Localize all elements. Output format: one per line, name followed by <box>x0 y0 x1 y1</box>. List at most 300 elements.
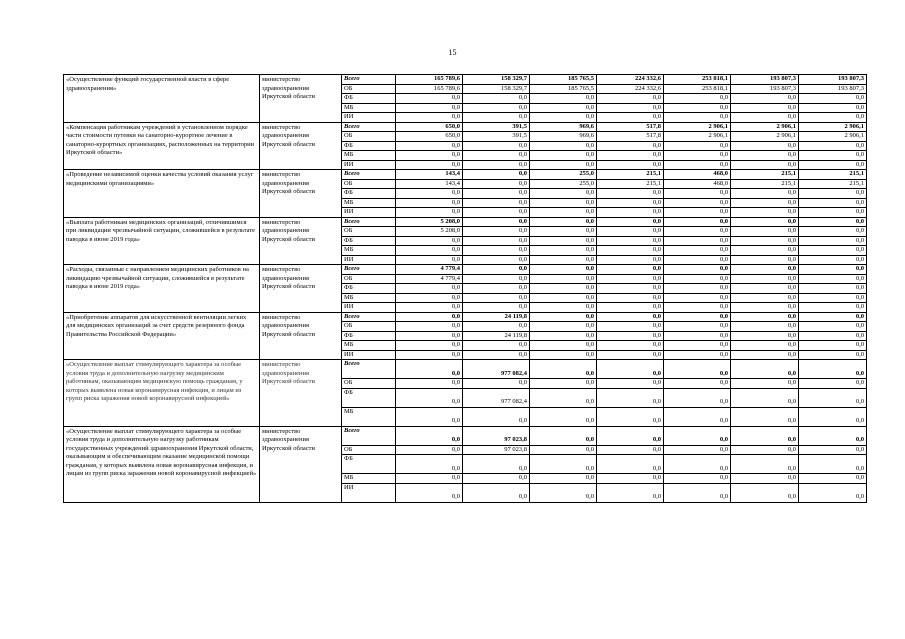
amount-cell: 215,1 <box>597 179 664 189</box>
amount-cell: 0,0 <box>530 284 597 294</box>
amount-cell: 0,0 <box>597 303 664 313</box>
amount-cell: 0,0 <box>731 103 799 113</box>
executor-cell: министерство здравоохранения Иркутской области <box>260 426 342 502</box>
amount-cell: 2 906,1 <box>731 132 799 142</box>
amount-cell: 0,0 <box>597 255 664 265</box>
funding-source-cell: ОБ <box>342 274 396 284</box>
amount-cell: 0,0 <box>731 341 799 351</box>
amount-cell: 0,0 <box>731 455 799 474</box>
amount-cell: 0,0 <box>731 360 799 379</box>
amount-cell: 0,0 <box>664 483 731 502</box>
amount-cell: 0,0 <box>664 274 731 284</box>
amount-cell: 0,0 <box>530 141 597 151</box>
amount-cell: 0,0 <box>799 303 867 313</box>
amount-cell: 0,0 <box>731 293 799 303</box>
amount-cell: 0,0 <box>597 284 664 294</box>
amount-cell: 0,0 <box>799 94 867 104</box>
amount-cell: 0,0 <box>664 445 731 455</box>
amount-cell: 391,5 <box>463 122 530 132</box>
amount-cell: 0,0 <box>664 113 731 123</box>
amount-cell: 0,0 <box>597 426 664 445</box>
amount-cell: 0,0 <box>731 379 799 389</box>
amount-cell: 0,0 <box>530 189 597 199</box>
amount-cell: 969,6 <box>530 132 597 142</box>
amount-cell: 0,0 <box>530 483 597 502</box>
amount-cell: 0,0 <box>799 455 867 474</box>
funding-source-cell: МБ <box>342 341 396 351</box>
amount-cell: 0,0 <box>664 341 731 351</box>
table-row <box>64 426 867 445</box>
amount-cell: 5 208,0 <box>396 217 463 227</box>
page-number: 15 <box>448 48 457 57</box>
amount-cell: 193 807,3 <box>799 84 867 94</box>
amount-cell: 2 906,1 <box>731 122 799 132</box>
amount-cell: 0,0 <box>799 426 867 445</box>
funding-source-cell: ФБ <box>342 94 396 104</box>
amount-cell: 0,0 <box>731 331 799 341</box>
amount-cell: 0,0 <box>463 217 530 227</box>
amount-cell: 0,0 <box>463 379 530 389</box>
amount-cell: 0,0 <box>396 236 463 246</box>
amount-cell: 0,0 <box>597 94 664 104</box>
amount-cell: 0,0 <box>530 113 597 123</box>
amount-cell: 0,0 <box>597 236 664 246</box>
measure-description: «Проведение независимой оценки качества условий оказания услуг медицинскими организациями» <box>64 170 260 218</box>
amount-cell: 0,0 <box>664 246 731 256</box>
amount-cell: 0,0 <box>597 407 664 426</box>
amount-cell: 0,0 <box>597 227 664 237</box>
table-row <box>64 360 867 379</box>
amount-cell: 0,0 <box>396 426 463 445</box>
amount-cell: 255,0 <box>530 170 597 180</box>
amount-cell: 0,0 <box>396 151 463 161</box>
amount-cell: 0,0 <box>799 284 867 294</box>
amount-cell: 2 906,1 <box>799 122 867 132</box>
amount-cell: 0,0 <box>731 426 799 445</box>
amount-cell: 0,0 <box>463 341 530 351</box>
amount-cell: 0,0 <box>731 113 799 123</box>
amount-cell: 0,0 <box>463 179 530 189</box>
table-row <box>64 75 867 85</box>
amount-cell: 0,0 <box>597 474 664 484</box>
table-row <box>64 170 867 180</box>
amount-cell: 0,0 <box>597 208 664 218</box>
amount-cell: 224 332,6 <box>597 84 664 94</box>
amount-cell: 0,0 <box>731 151 799 161</box>
amount-cell: 0,0 <box>396 113 463 123</box>
funding-source-cell: ИИ <box>342 483 396 502</box>
amount-cell: 0,0 <box>799 474 867 484</box>
amount-cell: 0,0 <box>463 141 530 151</box>
amount-cell: 0,0 <box>463 151 530 161</box>
amount-cell: 143,4 <box>396 179 463 189</box>
amount-cell: 969,6 <box>530 122 597 132</box>
amount-cell: 0,0 <box>731 407 799 426</box>
amount-cell: 0,0 <box>463 455 530 474</box>
amount-cell: 0,0 <box>731 474 799 484</box>
amount-cell: 0,0 <box>664 331 731 341</box>
executor-cell: министерство здравоохранения Иркутской области <box>260 122 342 170</box>
amount-cell: 0,0 <box>664 227 731 237</box>
amount-cell: 0,0 <box>396 198 463 208</box>
funding-source-cell: Всего <box>342 217 396 227</box>
amount-cell: 0,0 <box>664 312 731 322</box>
amount-cell: 0,0 <box>530 94 597 104</box>
amount-cell: 0,0 <box>799 255 867 265</box>
funding-source-cell: ФБ <box>342 284 396 294</box>
measure-description: «Осуществление функций государственной власти в сфере здравоохранения» <box>64 75 260 123</box>
measure-description: «Расходы, связанные с направлением медицинских работников на ликвидацию чрезвычайной ситуации, сложившейся в результате паводка в июне 2019 года» <box>64 265 260 313</box>
amount-cell: 0,0 <box>597 455 664 474</box>
funding-source-cell: МБ <box>342 293 396 303</box>
amount-cell: 0,0 <box>396 483 463 502</box>
funding-source-cell: ИИ <box>342 303 396 313</box>
amount-cell: 0,0 <box>731 483 799 502</box>
amount-cell: 0,0 <box>799 227 867 237</box>
amount-cell: 0,0 <box>731 160 799 170</box>
amount-cell: 650,0 <box>396 132 463 142</box>
amount-cell: 468,0 <box>664 170 731 180</box>
amount-cell: 193 807,3 <box>731 84 799 94</box>
amount-cell: 0,0 <box>463 483 530 502</box>
amount-cell: 0,0 <box>463 236 530 246</box>
amount-cell: 0,0 <box>731 94 799 104</box>
amount-cell: 0,0 <box>396 455 463 474</box>
amount-cell: 0,0 <box>731 236 799 246</box>
amount-cell: 0,0 <box>530 236 597 246</box>
amount-cell: 0,0 <box>799 407 867 426</box>
funding-source-cell: ОБ <box>342 179 396 189</box>
amount-cell: 4 779,4 <box>396 274 463 284</box>
amount-cell: 0,0 <box>664 303 731 313</box>
amount-cell: 215,1 <box>597 170 664 180</box>
executor-cell: министерство здравоохранения Иркутской области <box>260 217 342 265</box>
amount-cell: 0,0 <box>597 141 664 151</box>
amount-cell: 0,0 <box>530 379 597 389</box>
executor-cell: министерство здравоохранения Иркутской области <box>260 360 342 427</box>
funding-source-cell: Всего <box>342 75 396 85</box>
amount-cell: 0,0 <box>530 474 597 484</box>
amount-cell: 0,0 <box>530 208 597 218</box>
amount-cell: 0,0 <box>664 474 731 484</box>
amount-cell: 158 329,7 <box>463 75 530 85</box>
amount-cell: 0,0 <box>530 303 597 313</box>
amount-cell: 0,0 <box>530 312 597 322</box>
amount-cell: 97 023,8 <box>463 426 530 445</box>
amount-cell: 0,0 <box>597 293 664 303</box>
funding-source-cell: Всего <box>342 170 396 180</box>
table-row <box>64 122 867 132</box>
funding-source-cell: Всего <box>342 265 396 275</box>
amount-cell: 468,0 <box>664 179 731 189</box>
amount-cell: 0,0 <box>530 445 597 455</box>
amount-cell: 0,0 <box>597 350 664 360</box>
amount-cell: 0,0 <box>530 350 597 360</box>
amount-cell: 0,0 <box>664 255 731 265</box>
measure-description: «Выплата работникам медицинских организаций, отличившимся при ликвидации чрезвычайной ситуации, сложившейся в результате паводка в июне 2019 года» <box>64 217 260 265</box>
amount-cell: 0,0 <box>799 217 867 227</box>
funding-source-cell: ФБ <box>342 141 396 151</box>
executor-cell: министерство здравоохранения Иркутской области <box>260 265 342 313</box>
amount-cell: 0,0 <box>530 217 597 227</box>
amount-cell: 0,0 <box>463 274 530 284</box>
amount-cell: 0,0 <box>597 160 664 170</box>
funding-source-cell: ОБ <box>342 227 396 237</box>
amount-cell: 0,0 <box>463 284 530 294</box>
amount-cell: 0,0 <box>731 274 799 284</box>
amount-cell: 0,0 <box>664 407 731 426</box>
amount-cell: 0,0 <box>463 170 530 180</box>
amount-cell: 0,0 <box>597 483 664 502</box>
amount-cell: 517,8 <box>597 122 664 132</box>
amount-cell: 0,0 <box>463 350 530 360</box>
amount-cell: 0,0 <box>396 341 463 351</box>
funding-source-cell: ОБ <box>342 379 396 389</box>
amount-cell: 24 119,8 <box>463 312 530 322</box>
amount-cell: 0,0 <box>731 198 799 208</box>
funding-source-cell: ИИ <box>342 208 396 218</box>
amount-cell: 255,0 <box>530 179 597 189</box>
funding-source-cell: ИИ <box>342 113 396 123</box>
funding-source-cell: МБ <box>342 474 396 484</box>
amount-cell: 0,0 <box>731 189 799 199</box>
amount-cell: 0,0 <box>799 141 867 151</box>
funding-source-cell: ИИ <box>342 160 396 170</box>
amount-cell: 0,0 <box>664 284 731 294</box>
measure-description: «Осуществление выплат стимулирующего характера за особые условия труда и дополнительную нагрузку работникам государственных учреждений здравоохранения Иркутской области, оказывающим и обеспечивающим оказание медицинской помощи гражданам, у которых выявлена новая коронавирусная инфекция, и лицам из групп риска заражения новой коронавирусной инфекцией» <box>64 426 260 502</box>
amount-cell: 0,0 <box>731 303 799 313</box>
funding-source-cell: ФБ <box>342 331 396 341</box>
amount-cell: 0,0 <box>396 379 463 389</box>
amount-cell: 0,0 <box>597 151 664 161</box>
amount-cell: 0,0 <box>664 360 731 379</box>
funding-source-cell: ФБ <box>342 236 396 246</box>
amount-cell: 0,0 <box>597 341 664 351</box>
executor-cell: министерство здравоохранения Иркутской области <box>260 170 342 218</box>
amount-cell: 0,0 <box>463 322 530 332</box>
funding-source-cell: Всего <box>342 426 396 445</box>
funding-source-cell: Всего <box>342 360 396 379</box>
amount-cell: 0,0 <box>396 388 463 407</box>
funding-source-cell: ОБ <box>342 132 396 142</box>
amount-cell: 0,0 <box>530 426 597 445</box>
amount-cell: 0,0 <box>799 322 867 332</box>
amount-cell: 0,0 <box>664 141 731 151</box>
amount-cell: 185 765,5 <box>530 75 597 85</box>
funding-source-cell: ОБ <box>342 84 396 94</box>
amount-cell: 0,0 <box>530 322 597 332</box>
amount-cell: 0,0 <box>799 236 867 246</box>
amount-cell: 0,0 <box>799 246 867 256</box>
amount-cell: 0,0 <box>396 160 463 170</box>
amount-cell: 2 906,1 <box>799 132 867 142</box>
amount-cell: 0,0 <box>731 141 799 151</box>
amount-cell: 0,0 <box>597 331 664 341</box>
amount-cell: 0,0 <box>530 227 597 237</box>
amount-cell: 0,0 <box>799 360 867 379</box>
amount-cell: 0,0 <box>530 360 597 379</box>
executor-cell: министерство здравоохранения Иркутской области <box>260 75 342 123</box>
measure-description: «Компенсация работникам учреждений в установленном порядке части стоимости путевки на санаторно-курортное лечение в санаторно-курортных организациях, расположенных на территории Иркутской области» <box>64 122 260 170</box>
amount-cell: 0,0 <box>664 189 731 199</box>
amount-cell: 0,0 <box>799 341 867 351</box>
amount-cell: 0,0 <box>597 265 664 275</box>
amount-cell: 0,0 <box>731 265 799 275</box>
amount-cell: 0,0 <box>597 445 664 455</box>
amount-cell: 0,0 <box>799 379 867 389</box>
amount-cell: 0,0 <box>664 265 731 275</box>
amount-cell: 253 818,1 <box>664 75 731 85</box>
amount-cell: 0,0 <box>530 293 597 303</box>
funding-source-cell: ИИ <box>342 255 396 265</box>
amount-cell: 0,0 <box>731 350 799 360</box>
amount-cell: 0,0 <box>799 445 867 455</box>
funding-source-cell: ФБ <box>342 388 396 407</box>
funding-source-cell: МБ <box>342 151 396 161</box>
amount-cell: 0,0 <box>463 407 530 426</box>
amount-cell: 0,0 <box>664 160 731 170</box>
amount-cell: 0,0 <box>530 331 597 341</box>
amount-cell: 0,0 <box>396 322 463 332</box>
amount-cell: 0,0 <box>530 198 597 208</box>
amount-cell: 0,0 <box>597 189 664 199</box>
amount-cell: 0,0 <box>396 445 463 455</box>
amount-cell: 0,0 <box>597 312 664 322</box>
measure-description: «Осуществление выплат стимулирующего характера за особые условия труда и дополнительную нагрузку медицинским работникам, оказывающим медицинскую помощь гражданам, у которых выявлена новая коронавирусная инфекция, и лицам из групп риска заражения новой коронавирусной инфекцией» <box>64 360 260 427</box>
amount-cell: 650,0 <box>396 122 463 132</box>
funding-source-cell: ИИ <box>342 350 396 360</box>
amount-cell: 0,0 <box>597 246 664 256</box>
amount-cell: 391,5 <box>463 132 530 142</box>
amount-cell: 165 789,6 <box>396 75 463 85</box>
amount-cell: 0,0 <box>731 208 799 218</box>
amount-cell: 0,0 <box>396 303 463 313</box>
amount-cell: 0,0 <box>597 198 664 208</box>
amount-cell: 0,0 <box>463 198 530 208</box>
amount-cell: 0,0 <box>463 113 530 123</box>
amount-cell: 517,8 <box>597 132 664 142</box>
amount-cell: 0,0 <box>664 236 731 246</box>
amount-cell: 0,0 <box>463 208 530 218</box>
amount-cell: 4 779,4 <box>396 265 463 275</box>
amount-cell: 0,0 <box>597 217 664 227</box>
funding-source-cell: МБ <box>342 103 396 113</box>
amount-cell: 0,0 <box>664 217 731 227</box>
amount-cell: 0,0 <box>799 198 867 208</box>
amount-cell: 0,0 <box>463 265 530 275</box>
amount-cell: 0,0 <box>731 322 799 332</box>
amount-cell: 0,0 <box>597 103 664 113</box>
amount-cell: 0,0 <box>530 407 597 426</box>
amount-cell: 0,0 <box>530 160 597 170</box>
amount-cell: 0,0 <box>799 265 867 275</box>
amount-cell: 193 807,3 <box>799 75 867 85</box>
amount-cell: 0,0 <box>463 474 530 484</box>
funding-source-cell: Всего <box>342 122 396 132</box>
amount-cell: 0,0 <box>597 379 664 389</box>
amount-cell: 0,0 <box>664 455 731 474</box>
amount-cell: 2 906,1 <box>664 132 731 142</box>
amount-cell: 0,0 <box>463 189 530 199</box>
amount-cell: 24 119,8 <box>463 331 530 341</box>
funding-source-cell: Всего <box>342 312 396 322</box>
amount-cell: 0,0 <box>463 303 530 313</box>
amount-cell: 0,0 <box>664 388 731 407</box>
amount-cell: 143,4 <box>396 170 463 180</box>
amount-cell: 0,0 <box>396 312 463 322</box>
amount-cell: 185 765,5 <box>530 84 597 94</box>
amount-cell: 0,0 <box>597 322 664 332</box>
amount-cell: 0,0 <box>530 388 597 407</box>
amount-cell: 0,0 <box>396 360 463 379</box>
funding-source-cell: ФБ <box>342 189 396 199</box>
amount-cell: 0,0 <box>664 103 731 113</box>
amount-cell: 215,1 <box>799 170 867 180</box>
amount-cell: 0,0 <box>396 407 463 426</box>
amount-cell: 0,0 <box>463 160 530 170</box>
amount-cell: 0,0 <box>463 255 530 265</box>
amount-cell: 253 818,1 <box>664 84 731 94</box>
amount-cell: 215,1 <box>731 179 799 189</box>
amount-cell: 2 906,1 <box>664 122 731 132</box>
amount-cell: 0,0 <box>799 312 867 322</box>
amount-cell: 977 082,4 <box>463 360 530 379</box>
amount-cell: 0,0 <box>530 265 597 275</box>
funding-source-cell: МБ <box>342 246 396 256</box>
amount-cell: 0,0 <box>731 227 799 237</box>
amount-cell: 0,0 <box>799 189 867 199</box>
amount-cell: 193 807,3 <box>731 75 799 85</box>
amount-cell: 0,0 <box>530 341 597 351</box>
amount-cell: 0,0 <box>799 113 867 123</box>
amount-cell: 0,0 <box>530 103 597 113</box>
amount-cell: 0,0 <box>731 312 799 322</box>
amount-cell: 0,0 <box>731 217 799 227</box>
funding-source-cell: ОБ <box>342 322 396 332</box>
funding-source-cell: ОБ <box>342 445 396 455</box>
amount-cell: 0,0 <box>396 94 463 104</box>
amount-cell: 0,0 <box>731 246 799 256</box>
amount-cell: 215,1 <box>731 170 799 180</box>
amount-cell: 5 208,0 <box>396 227 463 237</box>
amount-cell: 0,0 <box>597 113 664 123</box>
amount-cell: 0,0 <box>799 151 867 161</box>
amount-cell: 0,0 <box>463 227 530 237</box>
amount-cell: 0,0 <box>799 208 867 218</box>
amount-cell: 0,0 <box>799 331 867 341</box>
amount-cell: 0,0 <box>396 293 463 303</box>
amount-cell: 0,0 <box>799 160 867 170</box>
amount-cell: 0,0 <box>396 189 463 199</box>
amount-cell: 0,0 <box>799 350 867 360</box>
amount-cell: 0,0 <box>463 246 530 256</box>
amount-cell: 0,0 <box>396 141 463 151</box>
amount-cell: 97 023,8 <box>463 445 530 455</box>
amount-cell: 0,0 <box>396 331 463 341</box>
amount-cell: 0,0 <box>664 198 731 208</box>
amount-cell: 0,0 <box>664 350 731 360</box>
amount-cell: 0,0 <box>597 360 664 379</box>
amount-cell: 0,0 <box>731 255 799 265</box>
amount-cell: 0,0 <box>396 103 463 113</box>
amount-cell: 165 789,6 <box>396 84 463 94</box>
funding-source-cell: МБ <box>342 198 396 208</box>
amount-cell: 0,0 <box>396 208 463 218</box>
executor-cell: министерство здравоохранения Иркутской области <box>260 312 342 360</box>
amount-cell: 0,0 <box>799 483 867 502</box>
amount-cell: 0,0 <box>799 274 867 284</box>
amount-cell: 158 329,7 <box>463 84 530 94</box>
